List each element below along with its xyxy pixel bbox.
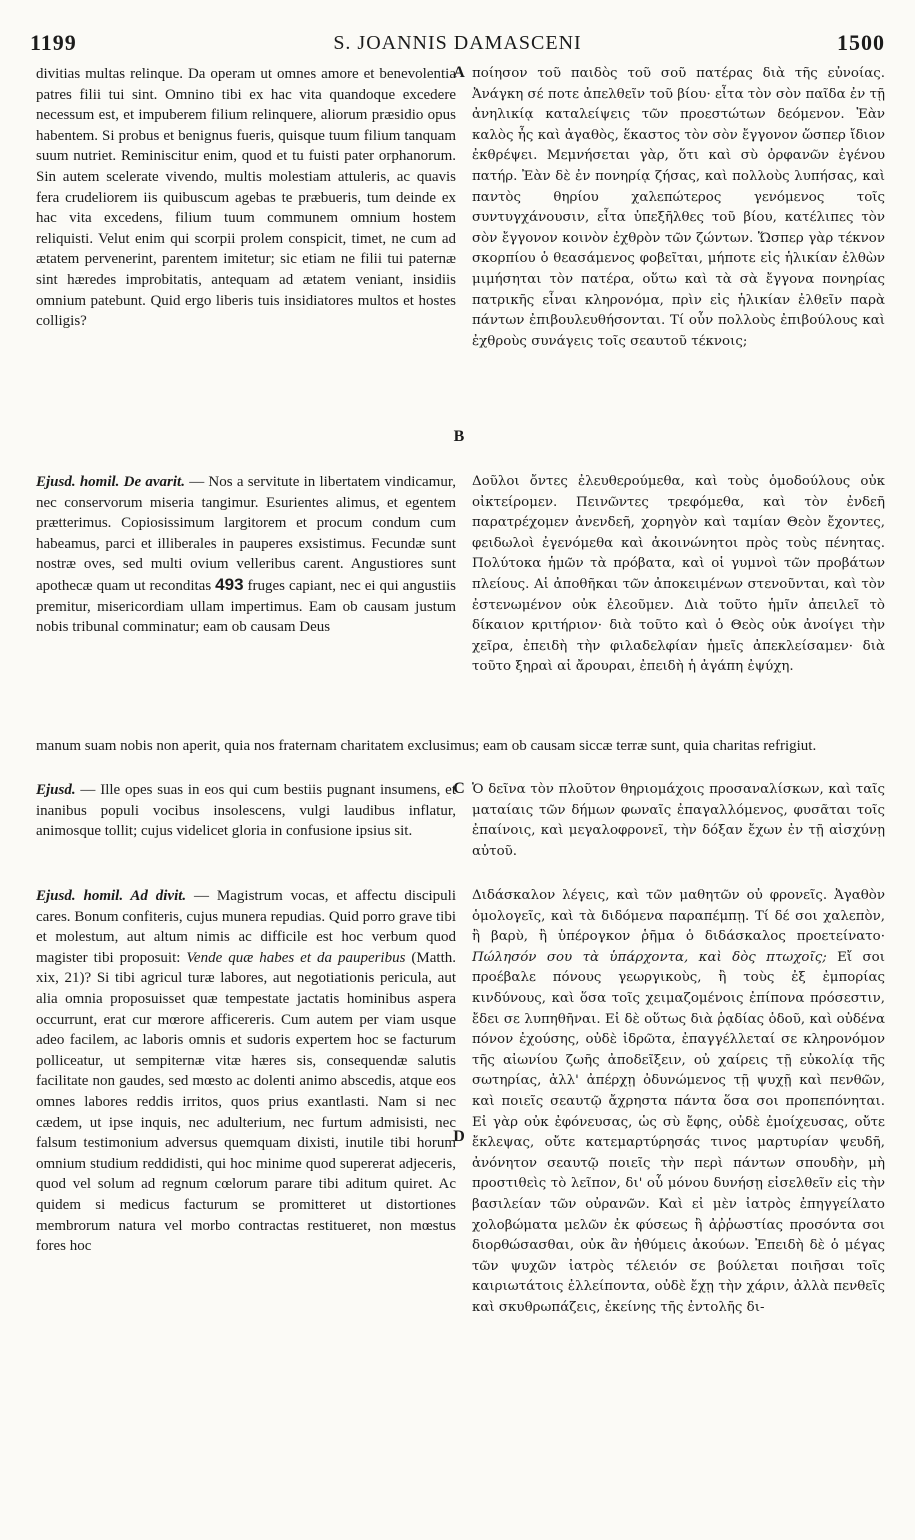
page-number-right: 1500 [837, 30, 885, 55]
latin-paragraph: Ejusd. homil. De avarit. — Nos a servitute in libertatem vindicamur, nec conservorum miseria tangimur. Esurientes alimus, et egentem prætterimus. Copiosissimum largitorem et procum condum cum habeamus, parci et illiberales in pauperes exsistimus. Fecundæ sunt nostræ oves, sed multi ovium velleribus carent. Angustiores sunt apothecæ quam ut reconditas 493 fruges capiant, nec ei qui angustiis premitur, misericordiam ullam impertimus. Eam ob causam justum nobis tribunal comminatur; eam ob causam Deus [36, 474, 457, 636]
latin-paragraph: divitias multas relinque. Da operam ut omnes amore et benevolentia patres filii tui sint. Omnino tibi ex hac vita quandoque excedere necessum est, et impuberem filium relinquere, aliorum præsidio opus habentem. Si probus et benignus fueris, quisque tuum filium tanquam suum nutriet. Reminiscitur enim, quod et tu fuisti pater orphanorum. Sin autem scelerate vivendo, multis molestiam attuleris, ac quavis fera crudeliorem iis quibuscum agebas te præbueris, tum deinde ex hac vita excedens, filium tuum communem omnium hostem reliquisti. Velut enim qui scorpii prolem conspicit, timet, ne cum ad ætatem pervenerint, parentem imitetur; sic etiam ne filii tui paternæ sint hæredes improbitatis, antequam ad ætatem veniant, insidiis omnium patebunt. Quid ergo liberis tuis insidiatores multos et hostes colligis? [36, 66, 456, 330]
greek-block-2 [472, 472, 885, 678]
margin-letter-b: B [453, 428, 465, 445]
greek-paragraph: ποίησον τοῦ παιδὸς τοῦ σοῦ πατέρας διὰ τῆς εὐνοίας. Ἀνάγκη σέ ποτε ἀπελθεῖν τοῦ βίου· εἶτα τὸν σὸν παῖδα ἐν τῇ ἀνηλικίᾳ καταλείψεις τῶν προεστώτων δεόμενον. Ἐὰν καλὸς ἦς καὶ ἀγαθὸς, ἕκαστος τὸν σὸν ἔγγονον ὥσπερ ἴδιον ἐκθρέψει. Μεμνήσεται γὰρ, ὅτι καὶ σὺ ὀρφανῶν ἐγένου πατήρ. Ἐὰν δὲ ἐν πονηρίᾳ ζήσας, καὶ πολλοὺς λυπήσας, καὶ παντὸς θηρίου χαλεπώτερος γενόμενος τοῖς συντυγχάνουσιν, εἶτα ὑπεξῆλθες τοῦ βίου, κατέλιπες τὸν σὸν ἔγγονον κοινὸν ἐχθρὸν τῶν ζώντων. Ὥσπερ γὰρ τέκνον σκορπίου ὁ θεασάμενος φοβεῖται, μήποτε εἰς ἡλικίαν ἐλθὼν μιμήσηται τὸν πατέρα, οὕτω καὶ τὰ σὰ ἔγγονα πονηρίας πατρικῆς εἶναι κληρονόμα, πρὶν εἰς ἡλικίαν ἐλθεῖν παρὰ πάντων ἐπιβουλευθήσονται. Τί οὖν πολλοὺς ἐπιβούλους καὶ ἐχθροὺς συνάγεις τοῖς σεαυτοῦ τέκνοις; [472, 66, 885, 349]
page-number-left: 1199 [30, 30, 77, 55]
latin-block-2 [36, 472, 456, 638]
latin-paragraph: Ejusd. homil. Ad divit. — Magistrum vocas, et affectu discipuli cares. Bonum confiteris, cujus munera repudias. Quid porro grave tibi et molestum, aut altum nimis ac difficile est hoc verbum quod magister tibi proposuit: Vende quæ habes et da pauperibus (Matth. xix, 21)? Si tibi agricul turæ labores, aut negotiationis pericula, aut alia omnia proposuisset quæ tempestate jactatis hominibus aspera occurrunt, erat cur mœrore afficereris. Cum autem per viam usque adeo facilem, ac laboris omnis et sudoris expertem hoc se facturum polliceatur, ut sempiternæ vitæ hæres sis, consequendæ salutis facilitate non gaudes, sed mœsto ac dolenti animo abscedis, atque eos omnes labores reddis irritos, quos prius exantlasti. Nam si nec cædem, ut ipse inquis, nec adulterium, nec furtum admisisti, nec falsum testimonium adversus quemquam dixisti, inutile tibi horum omnium studium reddidisti, qui hoc minime quod supererat adjeceris, quod vel solum ad regnum cœlorum parare tibi aditum quiret. Ac quidem si medicus facturum se promitteret ut distortiones membrorum natura vel morbo contractas restitueret, non mœstus fores hoc [36, 888, 457, 1255]
full-width-line: manum suam nobis non aperit, quia nos fraternam charitatem exclusimus; eam ob causam siccæ terræ sunt, quia charitas refrigiut. [36, 738, 817, 754]
scripture-quote: Vende quæ habes et da pauperibus [186, 949, 406, 966]
latin-block-3 [36, 780, 456, 842]
greek-paragraph: Δοῦλοι ὄντες ἐλευθερούμεθα, καὶ τοὺς ὁμοδούλους οὐκ οἰκτείρομεν. Πεινῶντες τρεφόμεθα, καὶ τὸν ἐνδεῆ παρατρέχομεν ἀνενδεῆ, χορηγὸν καὶ ταμίαν Θεὸν ἔχοντες, φειδωλοὶ ἐγενόμεθα καὶ ἀκοινώνητοι πρὸς τοὺς πένητας. Πολύτοκα ἡμῶν τὰ πρόβατα, καὶ οἱ γυμνοὶ τῶν προβάτων πλείους. Αἱ ἀποθῆκαι τῶν ἀποκειμένων στενοῦνται, καὶ τὸν ἐστενωμένον οὐκ ἐλεοῦμεν. Διὰ τοῦτο ἡμῖν ἀπειλεῖ τὸ δίκαιον κριτήριον· διὰ τοῦτο καὶ ὁ Θεὸς οὐκ ἀνοίγει τὴν χεῖρα, ἐπειδὴ τὴν φιλαδελφίαν ἡμεῖς ἀπεκλείσαμεν· διὰ τοῦτο ξηραὶ αἱ ἄρουραι, ἐπειδὴ ἡ ἀγάπη ἐψύχη. [472, 474, 885, 675]
latin-paragraph: Ejusd. — Ille opes suas in eos qui cum bestiis pugnant insumens, et inanibus populi vocibus insolescens, vulgi laudibus inflatur, animosque tollit; cujus videlicet gloria in confusione ipsius sit. [36, 782, 456, 840]
greek-paragraph: Διδάσκαλον λέγεις, καὶ τῶν μαθητῶν οὐ φρονεῖς. Ἀγαθὸν ὁμολογεῖς, καὶ τὰ διδόμενα παραπέμπῃ. Τί δέ σοι χαλεπὸν, ἢ βαρὺ, ἢ ὑπέρογκον ῥῆμα ὁ διδάσκαλος προετείνατο· Πώλησόν σου τὰ ὑπάρχοντα, καὶ δὸς πτωχοῖς; Εἴ σοι προέβαλε πόνους γεωργικοὺς, ἢ τοὺς ἐξ ἐμπορίας κινδύνους, καὶ ὅσα τοῖς χειμαζομένοις ἐπίπονα πρόσεστιν, ἔδει σε λυπηθῆναι. Εἰ δὲ οὕτως διὰ ῥᾳδίας ὁδοῦ, καὶ οὐδένα πόνον ἐχούσης, οὐδὲ ἱδρῶτα, ἐπαγγέλλεταί σε κληρονόμον τῆς αἰωνίου ζωῆς ἀποδεῖξειν, οὐ χαίρεις τῇ εὐκολίᾳ τῆς σωτηρίας, ἀλλ' ἀπέρχῃ ὀδυνώμενος τῇ ψυχῇ καὶ πενθῶν, καὶ ποιεῖς σεαυτῷ ἄχρηστα πάντα ὅσα σοι προπεπόνηται. Εἰ γὰρ οὐκ ἐφόνευσας, ὡς σὺ ἔφης, οὐδὲ ἐμοίχευσας, οὔτε ἔκλεψας, οὔτε κατεμαρτύρησάς τινος μαρτυρίαν ψευδῆ, ἀνόνητον σεαυτῷ ποιεῖς τὴν περὶ πάντων σπουδὴν, μὴ προστιθεὶς τὸ λεῖπον, δι' οὗ μόνου δυνήσῃ εἰσελθεῖν εἰς τὴν βασιλείαν τῶν οὐρανῶν. Καὶ εἰ μὲν ἰατρὸς ἐπηγγείλατο χολοβώματα μελῶν ἐκ φύσεως ἢ ἀῤῥωστίας προσόντα σοι διορθώσασθαι, οὐκ ἂν ἠθύμεις ἀκούων. Ἐπειδὴ δὲ ὁ μέγας τῶν ψυχῶν ἰατρὸς τέλειόν σε βούλεται ποιῆσαι τοῖς καιριωτάτοις ἐλλείποντα, οὐδὲ ἔχῃ τὴν χάριν, ἀλλὰ πενθεῖς καὶ σκυθρωπάζεις, ἐκείνης τῆς ἐντολῆς δι- [472, 888, 885, 1315]
greek-paragraph: Ὁ δεῖνα τὸν πλοῦτον θηριομάχοις προσαναλίσκων, καὶ ταῖς ματαίαις τῶν δήμων φωναῖς ἐπαγαλλόμενος, φυσᾶται τοῖς ἐπαίνοις, καὶ μεγαλοφρονεῖ, τὴν δόξαν ἔχων ἐν τῇ αἰσχύνῃ αὐτοῦ. [472, 782, 885, 859]
citation-heading: Ejusd. homil. Ad divit. [36, 888, 187, 904]
greek-block-1 [472, 64, 885, 352]
greek-block-3 [472, 780, 885, 862]
citation-heading: Ejusd. homil. De avarit. [36, 474, 185, 490]
page-header [30, 30, 885, 60]
margin-letter-c: C [453, 780, 465, 797]
margin-letter-a: A [453, 64, 465, 81]
running-title: S. JOANNIS DAMASCENI [333, 32, 582, 54]
latin-block-1 [36, 64, 456, 332]
greek-block-4 [472, 886, 885, 1318]
scripture-quote: Πώλησόν σου τὰ ὑπάρχοντα, καὶ δὸς πτωχοῖς; [472, 949, 827, 965]
latin-block-4 [36, 886, 456, 1257]
column-marker: 493 [215, 574, 244, 594]
margin-letter-d: D [453, 1128, 465, 1145]
citation-heading: Ejusd. [36, 782, 76, 798]
